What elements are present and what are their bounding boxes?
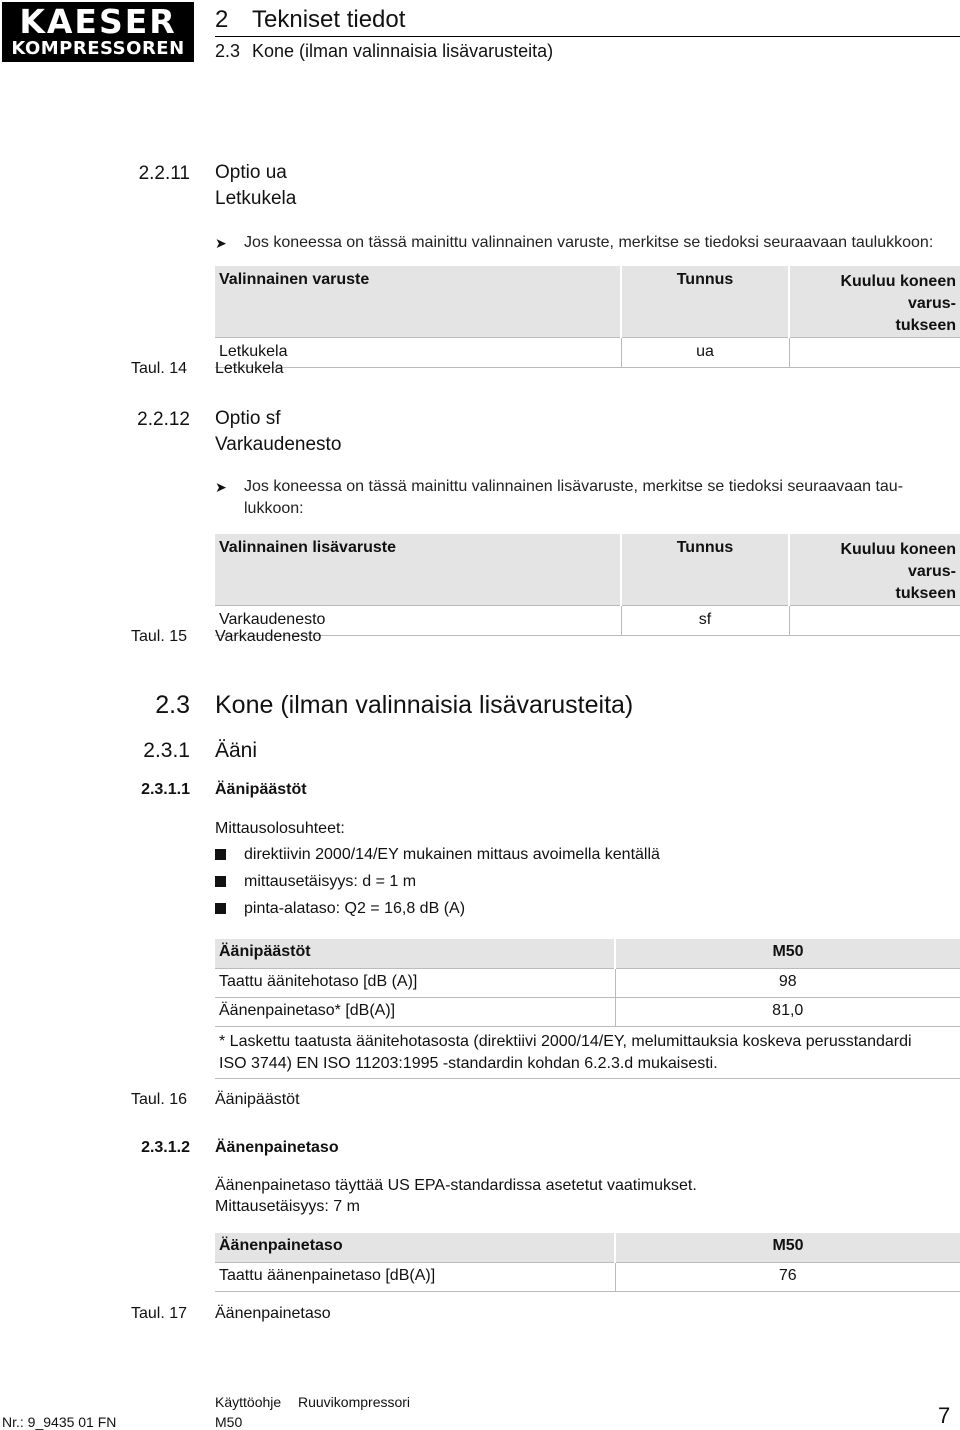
chapter-title: Tekniset tiedot <box>252 6 406 33</box>
sound-pressure-paragraph-line2: Mittausetäisyys: 7 m <box>215 1198 360 1215</box>
kaeser-logo <box>2 2 194 62</box>
section-2-2-11-title2: Letkukela <box>215 188 297 209</box>
logo-line1: KAESER <box>19 2 177 41</box>
table-caption-text: Letkukela <box>215 360 284 377</box>
table-checkbox-cell[interactable] <box>789 606 960 636</box>
table-footnote <box>215 1026 960 1078</box>
section-2-3-1-number: 2.3.1 <box>143 739 190 762</box>
table-cell: Taattu äänitehotaso [dB (A)] <box>215 968 615 997</box>
table-cell: Äänenpainetaso* [dB(A)] <box>215 997 615 1026</box>
table-caption-text: Äänenpainetaso <box>215 1305 331 1322</box>
table-header-line: Kuuluu koneen varus- <box>840 273 956 312</box>
header-section-title: Kone (ilman valinnaisia lisävarusteita) <box>252 41 554 61</box>
table-header-cell: Tunnus <box>621 534 789 606</box>
measurement-conditions-intro: Mittausolosuhteet: <box>215 820 345 837</box>
table-cell: sf <box>621 606 789 636</box>
section-2-2-12-instruction-line1: Jos koneessa on tässä mainittu valinnainen lisävaruste, merkitse se tiedoksi seuraavaan tau- <box>244 478 904 495</box>
table-header-cell: Äänenpainetaso <box>215 1233 615 1262</box>
sound-pressure-paragraph-line1: Äänenpainetaso täyttää US EPA-standardissa asetetut vaatimukset. <box>215 1177 697 1194</box>
table-header-line: tukseen <box>895 585 956 602</box>
section-2-2-12-number: 2.2.12 <box>137 409 190 430</box>
table-caption-number: Taul. 15 <box>131 628 188 645</box>
section-2-2-11-instruction: Jos koneessa on tässä mainittu valinnainen varuste, merkitse se tiedoksi seuraavaan taulukkoon: <box>244 234 934 251</box>
table-cell: 76 <box>615 1262 960 1291</box>
table-cell: ua <box>621 338 789 368</box>
table-header-cell: M50 <box>615 1233 960 1262</box>
section-2-3-1-1-title: Äänipäästöt <box>215 781 307 798</box>
table-header-cell: M50 <box>615 939 960 968</box>
table-header-cell <box>789 266 960 338</box>
instruction-arrow-icon: ➤ <box>215 479 227 495</box>
table-caption-text: Äänipäästöt <box>215 1091 300 1108</box>
bullet-item: direktiivin 2000/14/EY mukainen mittaus avoimella kentällä <box>244 846 660 863</box>
footer-model: M50 <box>215 1414 243 1430</box>
footnote-line: ISO 3744) EN ISO 11203:1995 -standardin kohdan 6.2.3.d mukaisesti. <box>219 1054 718 1072</box>
section-2-3-1-2-number: 2.3.1.2 <box>141 1139 190 1156</box>
footer-product: Ruuvikompressori <box>298 1394 411 1410</box>
table-cell: Taattu äänenpainetaso [dB(A)] <box>215 1262 615 1291</box>
bullet-icon <box>215 849 226 860</box>
footer-doc-number: Nr.: 9_9435 01 FN <box>2 1414 117 1430</box>
footer-page-number: 7 <box>938 1403 951 1428</box>
table-aanenpainetaso <box>215 1233 960 1292</box>
footer-manual: Käyttöohje <box>215 1394 282 1410</box>
table-cell: Varkaudenesto <box>215 606 621 636</box>
header-section-number: 2.3 <box>215 41 241 61</box>
section-2-3-number: 2.3 <box>155 691 190 719</box>
table-header-cell: Tunnus <box>621 266 789 338</box>
table-cell: 81,0 <box>615 997 960 1026</box>
table-varkaudenesto <box>215 534 960 636</box>
table-header-cell: Valinnainen varuste <box>215 266 621 338</box>
section-2-3-1-title: Ääni <box>215 739 258 762</box>
table-header-cell: Äänipäästöt <box>215 939 615 968</box>
section-2-2-12-title2: Varkaudenesto <box>215 434 342 455</box>
table-checkbox-cell[interactable] <box>789 338 960 368</box>
table-caption-text: Varkaudenesto <box>215 628 322 645</box>
table-header-line: Kuuluu koneen varus- <box>840 541 956 580</box>
section-2-3-title: Kone (ilman valinnaisia lisävarusteita) <box>215 691 634 719</box>
section-2-2-11-title1: Optio ua <box>215 162 287 183</box>
table-aanipaastot <box>215 939 960 1079</box>
bullet-item: mittausetäisyys: d = 1 m <box>244 873 417 890</box>
section-2-2-11-number: 2.2.11 <box>138 163 190 184</box>
table-caption-number: Taul. 16 <box>131 1091 188 1108</box>
bullet-icon <box>215 876 226 887</box>
bullet-icon <box>215 903 226 914</box>
table-caption-number: Taul. 14 <box>131 360 188 377</box>
section-2-3-1-1-number: 2.3.1.1 <box>141 781 190 798</box>
table-header-cell: Valinnainen lisävaruste <box>215 534 621 606</box>
table-header-line: tukseen <box>895 317 956 334</box>
section-2-2-12-instruction-line2: lukkoon: <box>244 500 304 517</box>
footnote-line: * Laskettu taatusta äänitehotasosta (direktiivi 2000/14/EY, melumittauksia koskeva perusstandardi <box>219 1032 912 1050</box>
table-caption-number: Taul. 17 <box>131 1305 188 1322</box>
logo-line2: KOMPRESSOREN <box>11 38 185 59</box>
chapter-number: 2 <box>215 6 229 33</box>
table-header-cell <box>789 534 960 606</box>
bullet-item: pinta-alataso: Q2 = 16,8 dB (A) <box>244 900 466 917</box>
header-divider <box>215 36 960 37</box>
table-cell: 98 <box>615 968 960 997</box>
table-letkukela <box>215 266 960 368</box>
section-2-3-1-2-title: Äänenpainetaso <box>215 1139 339 1156</box>
instruction-arrow-icon: ➤ <box>215 235 227 251</box>
table-cell: Letkukela <box>215 338 621 368</box>
section-2-2-12-title1: Optio sf <box>215 408 281 429</box>
